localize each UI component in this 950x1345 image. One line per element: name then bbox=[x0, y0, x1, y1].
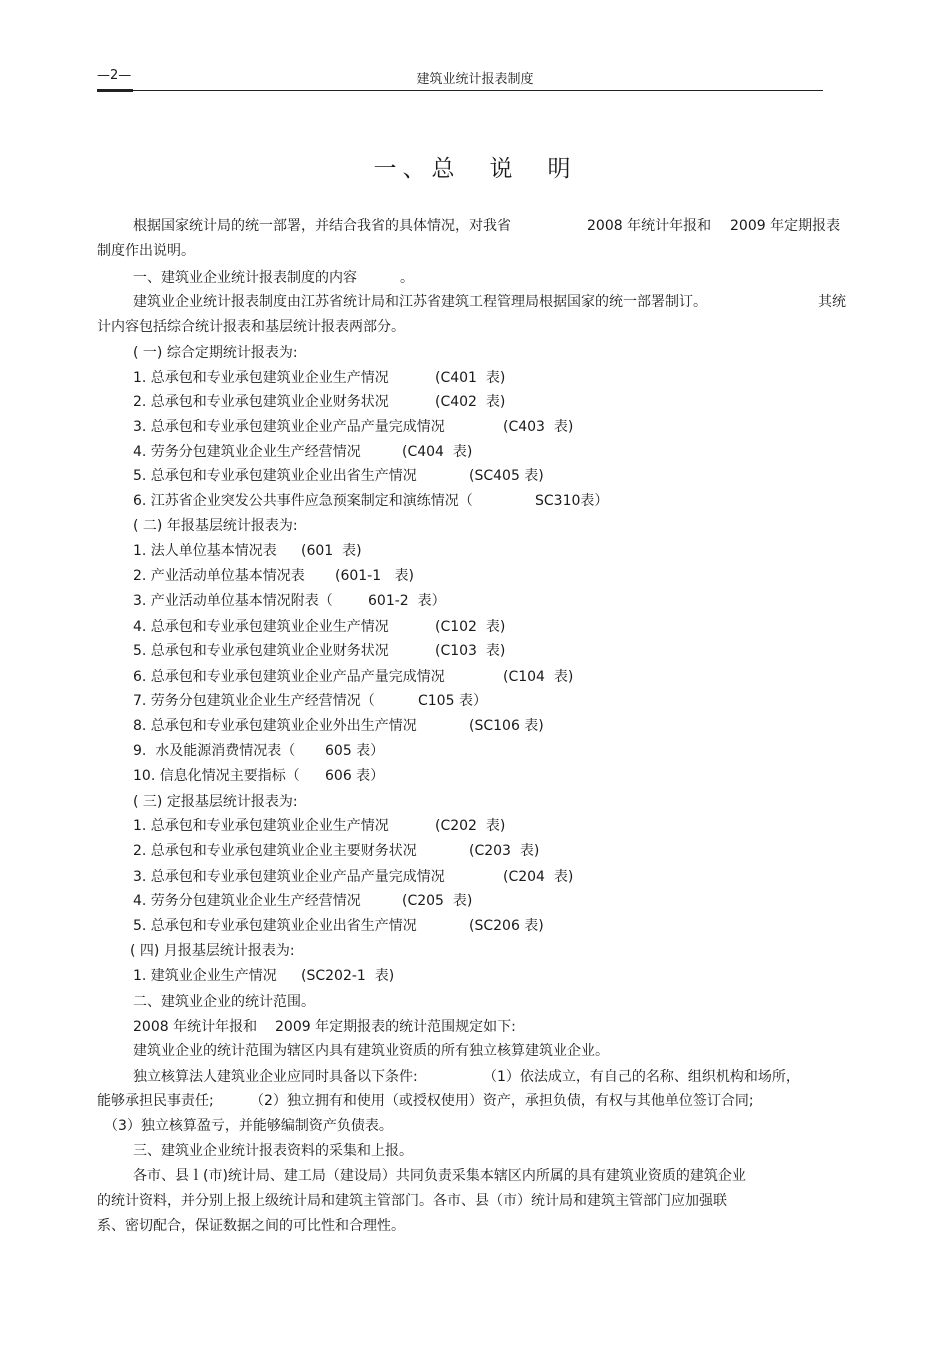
group-3-heading: ( 三) 定报基层统计报表为: bbox=[133, 794, 298, 810]
header-rule bbox=[97, 90, 823, 91]
list-item: 2. 总承包和专业承包建筑业企业主要财务状况 bbox=[133, 843, 417, 859]
form-code: (C403 表) bbox=[503, 419, 574, 435]
list-item: 7. 劳务分包建筑业企业生产经营情况（ bbox=[133, 693, 375, 709]
list-item: 2. 产业活动单位基本情况表 bbox=[133, 568, 305, 584]
list-item: 5. 总承包和专业承包建筑业企业出省生产情况 bbox=[133, 918, 417, 934]
form-code: 601-2 表） bbox=[368, 593, 446, 609]
form-code: (SC202-1 表) bbox=[301, 968, 395, 984]
form-code: (C203 表) bbox=[469, 843, 540, 859]
list-item: 4. 劳务分包建筑业企业生产经营情况 bbox=[133, 444, 361, 460]
list-item: 3. 产业活动单位基本情况附表（ bbox=[133, 593, 333, 609]
list-item: 10. 信息化情况主要指标（ bbox=[133, 768, 300, 784]
list-item: 1. 法人单位基本情况表 bbox=[133, 543, 277, 559]
section-3-para-2: 的统计资料，并分别上报上级统计局和建筑主管部门。各市、县（市）统计局和建筑主管部门应加强联 bbox=[97, 1193, 727, 1209]
list-item: 1. 总承包和专业承包建筑业企业生产情况 bbox=[133, 818, 389, 834]
list-item: 1. 建筑业企业生产情况 bbox=[133, 968, 277, 984]
list-item: 1. 总承包和专业承包建筑业企业生产情况 bbox=[133, 370, 389, 386]
form-code: (601 表) bbox=[301, 543, 362, 559]
section-2-heading: 二、建筑业企业的统计范围。 bbox=[133, 994, 315, 1010]
section-3-para-1: 各市、县ｌ(市)统计局、建工局（建设局）共同负责采集本辖区内所属的具有建筑业资质的建筑企业 bbox=[133, 1168, 746, 1184]
section-2-para-1-tail: 2009 年定期报表的统计范围规定如下: bbox=[275, 1019, 516, 1035]
list-item: 2. 总承包和专业承包建筑业企业财务状况 bbox=[133, 394, 389, 410]
list-item: 3. 总承包和专业承包建筑业企业产品产量完成情况 bbox=[133, 869, 445, 885]
running-title: 建筑业统计报表制度 bbox=[416, 72, 534, 87]
section-2-para-5: （3）独立核算盈亏，并能够编制资产负债表。 bbox=[104, 1118, 393, 1134]
list-item: 6. 总承包和专业承包建筑业企业产品产量完成情况 bbox=[133, 669, 445, 685]
form-code: SC310表） bbox=[535, 493, 609, 509]
form-code: C105 表） bbox=[418, 693, 487, 709]
form-code: (C104 表) bbox=[503, 669, 574, 685]
group-4-heading: ( 四) 月报基层统计报表为: bbox=[130, 943, 295, 959]
list-item: 4. 总承包和专业承包建筑业企业生产情况 bbox=[133, 619, 389, 635]
form-code: (C205 表) bbox=[402, 893, 473, 909]
section-2-para-3-cond-1: （1）依法成立，有自己的名称、组织机构和场所， bbox=[483, 1069, 800, 1085]
list-item: 5. 总承包和专业承包建筑业企业出省生产情况 bbox=[133, 468, 417, 484]
list-item: 6. 江苏省企业突发公共事件应急预案制定和演练情况（ bbox=[133, 493, 473, 509]
form-code: (C102 表) bbox=[435, 619, 506, 635]
section-2-para-2: 建筑业企业的统计范围为辖区内具有建筑业资质的所有独立核算建筑业企业。 bbox=[133, 1043, 609, 1059]
list-item: 8. 总承包和专业承包建筑业企业外出生产情况 bbox=[133, 718, 417, 734]
form-code: (C404 表) bbox=[402, 444, 473, 460]
section-3-para-3: 系、密切配合，保证数据之间的可比性和合理性。 bbox=[97, 1218, 405, 1234]
group-1-heading: ( 一) 综合定期统计报表为: bbox=[133, 345, 298, 361]
intro-line-1-year-b: 2009 年定期报表 bbox=[730, 218, 841, 234]
section-1-heading-end: 。 bbox=[400, 270, 414, 286]
section-1-para-1: 建筑业企业统计报表制度由江苏省统计局和江苏省建筑工程管理局根据国家的统一部署制订。 bbox=[133, 294, 707, 310]
intro-line-1-year-a: 2008 年统计年报和 bbox=[587, 218, 712, 234]
group-2-heading: ( 二) 年报基层统计报表为: bbox=[133, 518, 298, 534]
section-2-para-3: 独立核算法人建筑业企业应同时具备以下条件: bbox=[133, 1069, 418, 1085]
form-code: (SC106 表) bbox=[469, 718, 544, 734]
form-code: (C402 表) bbox=[435, 394, 506, 410]
section-3-heading: 三、建筑业企业统计报表资料的采集和上报。 bbox=[133, 1143, 413, 1159]
section-1-para-1-tail: 其统 bbox=[818, 294, 846, 310]
intro-line-2: 制度作出说明。 bbox=[97, 243, 195, 259]
form-code: (C204 表) bbox=[503, 869, 574, 885]
page-number: —2— bbox=[97, 68, 132, 83]
form-code: (C103 表) bbox=[435, 643, 506, 659]
section-2-para-4-cond-2: （2）独立拥有和使用（或授权使用）资产，承担负债，有权与其他单位签订合同; bbox=[250, 1093, 754, 1109]
section-2-para-4: 能够承担民事责任; bbox=[97, 1093, 214, 1109]
form-code: (C401 表) bbox=[435, 370, 506, 386]
list-item: 5. 总承包和专业承包建筑业企业财务状况 bbox=[133, 643, 389, 659]
form-code: (SC405 表) bbox=[469, 468, 544, 484]
form-code: 605 表） bbox=[325, 743, 385, 759]
intro-line-1: 根据国家统计局的统一部署，并结合我省的具体情况，对我省 bbox=[133, 218, 511, 234]
section-1-para-2: 计内容包括综合统计报表和基层统计报表两部分。 bbox=[97, 319, 405, 335]
form-code: 606 表） bbox=[325, 768, 385, 784]
list-item: 9. 水及能源消费情况表（ bbox=[133, 743, 296, 759]
form-code: (C202 表) bbox=[435, 818, 506, 834]
document-title: 一、总 说 明 bbox=[373, 156, 577, 182]
list-item: 3. 总承包和专业承包建筑业企业产品产量完成情况 bbox=[133, 419, 445, 435]
section-1-heading: 一、建筑业企业统计报表制度的内容 bbox=[133, 270, 357, 286]
list-item: 4. 劳务分包建筑业企业生产经营情况 bbox=[133, 893, 361, 909]
form-code: (SC206 表) bbox=[469, 918, 544, 934]
section-2-para-1: 2008 年统计年报和 bbox=[133, 1019, 258, 1035]
form-code: (601-1 表) bbox=[335, 568, 414, 584]
